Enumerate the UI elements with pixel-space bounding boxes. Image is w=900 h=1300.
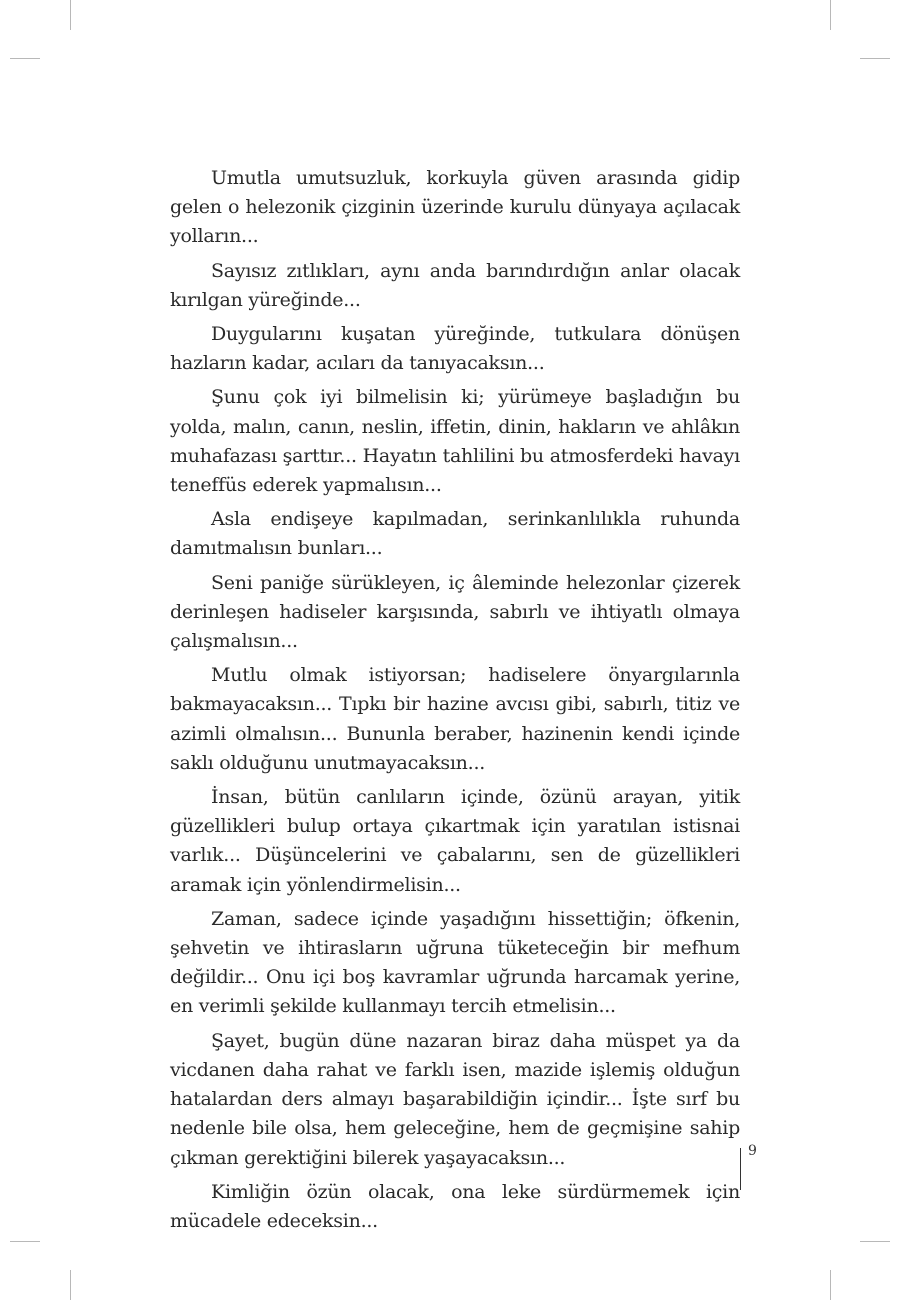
crop-mark-bottom-right-horizontal bbox=[860, 1241, 890, 1242]
crop-mark-bottom-left-horizontal bbox=[10, 1241, 40, 1242]
crop-mark-top-left-horizontal bbox=[10, 58, 40, 59]
paragraph: Şunu çok iyi bilmelisin ki; yürümeye başladığın bu yolda, malın, canın, neslin, iffetin, dinin, hakların ve ahlâkın muhafazası şarttır... Hayatın tahlilini bu atmosferdeki havayı teneffüs ederek yapmalısın... bbox=[170, 386, 740, 497]
paragraph: Şayet, bugün düne nazaran biraz daha müspet ya da vicdanen daha rahat ve farklı isen, mazide işlemiş olduğun hatalardan ders almayı başarabildiğin içindir... İşte sırf bu nedenle bile olsa, hem geleceğine, hem de geçmişine sahip çıkman gerektiğini bilerek yaşayacaksın... bbox=[170, 1029, 740, 1169]
body-text bbox=[170, 164, 740, 1241]
page-number: 9 bbox=[748, 1143, 757, 1159]
crop-mark-bottom-left-vertical bbox=[70, 1270, 71, 1300]
crop-mark-top-right-vertical bbox=[830, 0, 831, 30]
paragraph: Umutla umutsuzluk, korkuyla güven arasında gidip gelen o helezonik çizginin üzerinde kurulu dünyaya açılacak yolların... bbox=[170, 167, 740, 248]
paragraph: Sayısız zıtlıkları, aynı anda barındırdığın anlar olacak kırılgan yüreğinde... bbox=[170, 259, 740, 311]
paragraph: Kimliğin özün olacak, ona leke sürdürmemek için mücadele edeceksin... bbox=[170, 1180, 740, 1232]
folio-rule bbox=[740, 1148, 741, 1190]
crop-mark-bottom-right-vertical bbox=[830, 1270, 831, 1300]
paragraph: Asla endişeye kapılmadan, serinkanlılıkla ruhunda damıtmalısın bunları... bbox=[170, 508, 740, 560]
crop-mark-top-right-horizontal bbox=[860, 58, 890, 59]
paragraph: Mutlu olmak istiyorsan; hadiselere önyargılarınla bakmayacaksın... Tıpkı bir hazine avcısı gibi, sabırlı, titiz ve azimli olmalısın... Bununla beraber, hazinenin kendi içinde saklı olduğunu unutmayacaksın... bbox=[170, 664, 740, 774]
paragraph: İnsan, bütün canlıların içinde, özünü arayan, yitik güzellikleri bulup ortaya çıkartmak için yaratılan istisnai varlık... Düşüncelerini ve çabalarını, sen de güzellikleri aramak için yönlendirmelisin... bbox=[170, 786, 740, 896]
paragraph: Duygularını kuşatan yüreğinde, tutkulara dönüşen hazların kadar, acıları da tanıyacaksın... bbox=[170, 323, 740, 375]
crop-mark-top-left-vertical bbox=[70, 0, 71, 30]
paragraph: Seni paniğe sürükleyen, iç âleminde helezonlar çizerek derinleşen hadiseler karşısında, sabırlı ve ihtiyatlı olmaya çalışmalısın... bbox=[170, 571, 740, 653]
paragraph: Zaman, sadece içinde yaşadığını hissettiğin; öfkenin, şehvetin ve ihtirasların uğruna tüketeceğin bir mefhum değildir... Onu içi boş kavramlar uğrunda harcamak yerine, en verimli şekilde kullanmayı tercih etmelisin... bbox=[170, 907, 740, 1018]
